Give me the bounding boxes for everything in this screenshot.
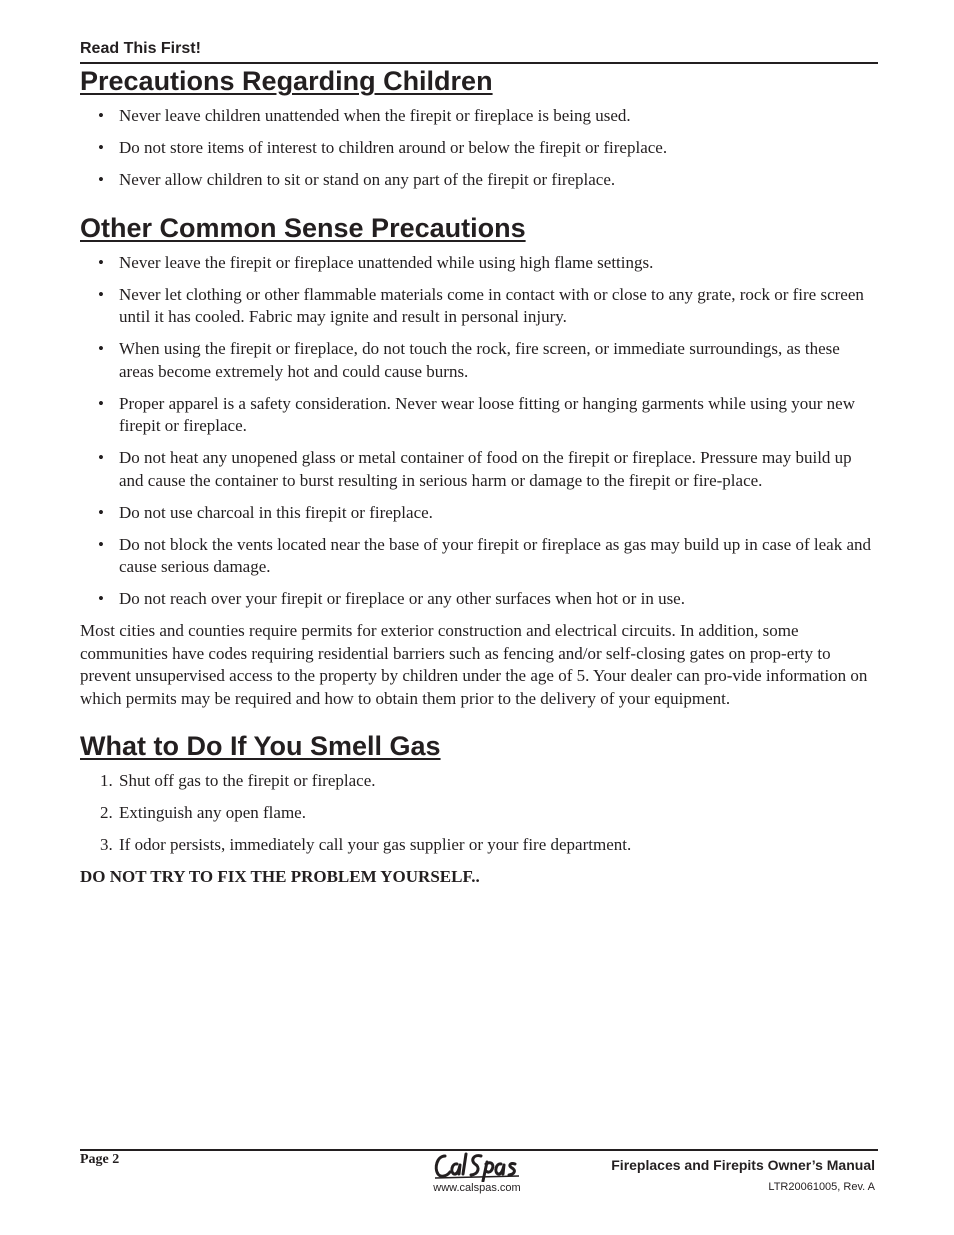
list-item-text: Proper apparel is a safety consideration. Never wear loose fitting or hanging garments while using your new firepit or fireplace. — [119, 393, 855, 435]
heading-children-precautions: Precautions Regarding Children — [80, 66, 493, 96]
bullet-icon: • — [98, 170, 104, 189]
list-item — [80, 284, 876, 329]
list-item-text: When using the firepit or fireplace, do not touch the rock, fire screen, or immediate surroundings, as these areas become extremely hot and could cause burns. — [119, 339, 840, 381]
list-item — [80, 137, 876, 160]
step-item — [80, 834, 876, 857]
document-code: LTR20061005, Rev. A — [768, 1181, 875, 1193]
list-item-text: Do not use charcoal in this firepit or fireplace. — [119, 502, 433, 522]
heading-smell-gas: What to Do If You Smell Gas — [80, 731, 441, 761]
heading-common-sense-precautions: Other Common Sense Precautions — [80, 212, 526, 243]
list-item-text: Do not reach over your firepit or fireplace or any other surfaces when hot or in use. — [119, 589, 685, 608]
list-item-text: Do not heat any unopened glass or metal container of food on the firepit or fireplace. Pressure may build up and cause the container to burst resulting in serious harm or damage to the firepit or fire-place. — [119, 448, 852, 490]
bullet-icon: • — [98, 534, 104, 554]
page-number: Page 2 — [80, 1152, 120, 1167]
common-sense-precautions-list — [80, 252, 876, 611]
step-number: 3. — [100, 835, 113, 854]
bullet-icon: • — [98, 339, 104, 358]
section-common-sense — [80, 212, 876, 711]
list-item — [80, 502, 876, 525]
list-item-text: Do not block the vents located near the base of your firepit or fireplace as gas may build up in case of leak and cause serious damage. — [119, 534, 871, 576]
list-item-text: Never leave children unattended when the firepit or fireplace is being used. — [119, 106, 631, 125]
bullet-icon: • — [98, 284, 104, 304]
page-content — [80, 64, 876, 889]
bullet-icon: • — [98, 502, 104, 522]
step-text: If odor persists, immediately call your gas supplier or your fire department. — [119, 835, 632, 854]
calspas-logo — [431, 1150, 523, 1182]
list-item — [80, 534, 876, 579]
step-number: 2. — [100, 803, 113, 822]
step-text: Shut off gas to the firepit or fireplace. — [119, 771, 376, 790]
children-precautions-list — [80, 105, 876, 192]
step-text: Extinguish any open flame. — [119, 803, 306, 822]
bullet-icon: • — [98, 138, 104, 157]
bullet-icon: • — [98, 106, 104, 125]
section-children — [80, 65, 876, 192]
running-head: Read This First! — [80, 40, 201, 57]
step-item — [80, 770, 876, 793]
list-item-text: Do not store items of interest to children around or below the firepit or fireplace. — [119, 138, 668, 157]
list-item-text: Never leave the firepit or fireplace unattended while using high flame settings. — [119, 252, 654, 272]
list-item — [80, 393, 876, 438]
section-smell-gas — [80, 730, 876, 889]
list-item — [80, 252, 876, 275]
smell-gas-steps — [80, 770, 876, 857]
list-item — [80, 105, 876, 128]
step-number: 1. — [100, 771, 113, 790]
list-item — [80, 447, 876, 492]
list-item — [80, 338, 876, 383]
website-url: www.calspas.com — [433, 1182, 521, 1194]
step-item — [80, 802, 876, 825]
list-item-text: Never allow children to sit or stand on any part of the firepit or fireplace. — [119, 170, 616, 189]
list-item-text: Never let clothing or other flammable materials come in contact with or close to any grate, rock or fire screen until it has cooled. Fabric may ignite and result in personal injury. — [119, 284, 864, 326]
manual-title: Fireplaces and Firepits Owner’s Manual — [611, 1157, 875, 1173]
bullet-icon: • — [98, 448, 104, 467]
bullet-icon: • — [98, 393, 104, 413]
bullet-icon: • — [98, 252, 104, 272]
gas-warning: DO NOT TRY TO FIX THE PROBLEM YOURSELF.. — [80, 867, 480, 886]
bullet-icon: • — [98, 589, 104, 608]
list-item — [80, 588, 876, 611]
list-item — [80, 169, 876, 192]
permits-paragraph: Most cities and counties require permits for exterior construction and electrical circuits. In addition, some communities have codes requiring residential barriers such as fencing and/or self-closing gates on prop-erty to prevent unsupervised access to the property by children under the age of 5. Your dealer can pro-vide information on which permits may be required and how to obtain them prior to the delivery of your equipment. — [80, 621, 868, 708]
